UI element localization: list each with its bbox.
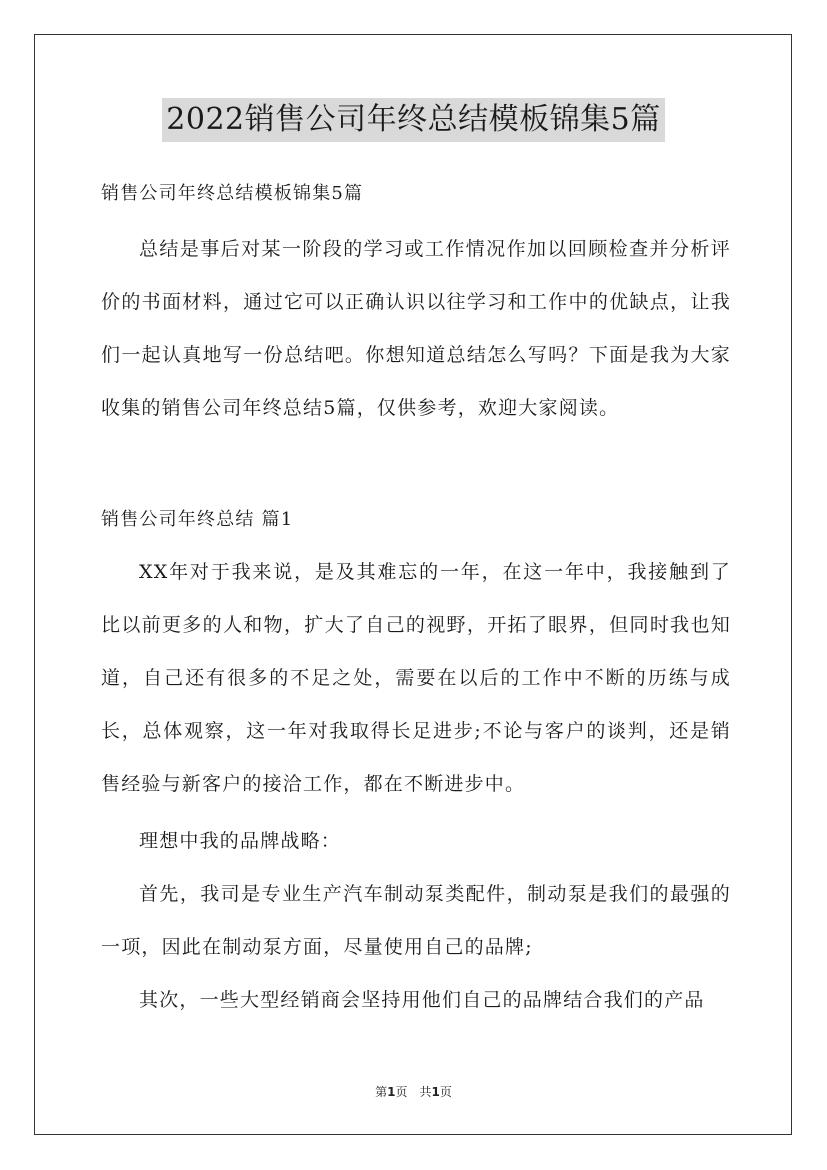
- page-suffix: 页: [439, 1085, 452, 1099]
- first-point-paragraph: 首先，我司是专业生产汽车制动泵类配件，制动泵是我们的最强的一项，因此在制动泵方面，尽量使用自己的品牌;: [101, 883, 731, 958]
- second-point-paragraph: 其次，一些大型经销商会坚持用他们自己的品牌结合我们的产品: [139, 989, 705, 1011]
- section1-paragraph-container: [101, 546, 731, 811]
- first-point-container: [101, 868, 731, 974]
- total-page-number: 1: [431, 1085, 440, 1099]
- document-title: 2022销售公司年终总结模板锦集5篇: [162, 98, 664, 142]
- page-prefix: 第: [375, 1085, 388, 1099]
- intro-section: [101, 223, 731, 435]
- intro-paragraph: 总结是事后对某一阶段的学习或工作情况作加以回顾检查并分析评价的书面材料，通过它可以正确认识以往学习和工作中的优缺点，让我们一起认真地写一份总结吧。你想知道总结怎么写吗？下面是我为大家收集的销售公司年终总结5篇，仅供参考，欢迎大家阅读。: [101, 238, 731, 419]
- document-subtitle: 销售公司年终总结模板锦集5篇: [101, 183, 364, 204]
- page-footer: [0, 1083, 827, 1101]
- section1-paragraph: XX年对于我来说，是及其难忘的一年，在这一年中，我接触到了比以前更多的人和物，扩大了自己的视野，开拓了眼界，但同时我也知道，自己还有很多的不足之处，需要在以后的工作中不断的历练与成长，总体观察，这一年对我取得长足进步;不论与客户的谈判，还是销售经验与新客户的接洽工作，都在不断进步中。: [101, 561, 731, 795]
- brand-strategy-heading: 理想中我的品牌战略：: [139, 830, 342, 852]
- page-mid: 页 共: [395, 1085, 432, 1099]
- current-page-number: 1: [387, 1085, 396, 1099]
- second-point-container: [101, 974, 731, 1027]
- title-container: [0, 98, 827, 142]
- brand-strategy-container: [101, 815, 731, 868]
- section-heading: 销售公司年终总结 篇1: [101, 509, 294, 530]
